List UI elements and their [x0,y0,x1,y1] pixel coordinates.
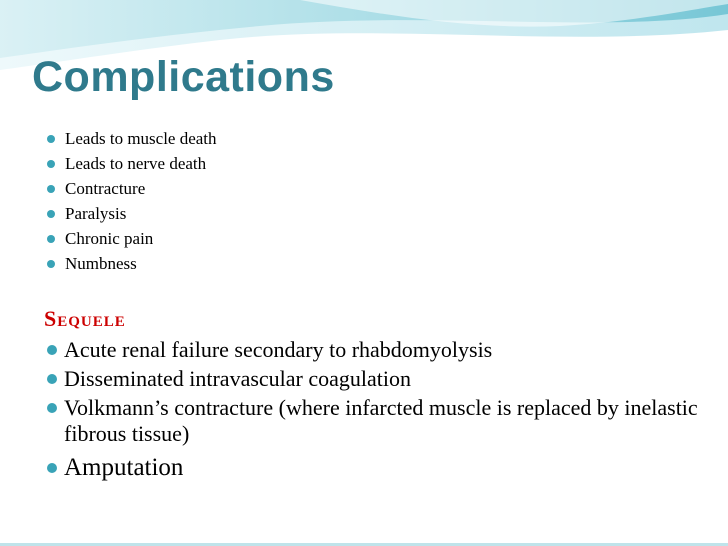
bullet-icon [47,210,55,218]
list-item: Leads to muscle death [47,126,217,151]
bullet-icon [47,235,55,243]
bullet-icon [47,185,55,193]
bullet-icon [47,374,57,384]
list-item: Disseminated intravascular coagulation [47,366,707,392]
list-item: Chronic pain [47,226,217,251]
list-item: Contracture [47,176,217,201]
list-item: Volkmann’s contracture (where infarcted muscle is replaced by inelastic fibrous tissue) [47,395,707,447]
list-item: Numbness [47,251,217,276]
bullet-icon [47,345,57,355]
list-item: Paralysis [47,201,217,226]
sequele-list [47,337,707,486]
list-item: Leads to nerve death [47,151,217,176]
bullet-icon [47,135,55,143]
complications-list [47,126,217,276]
list-item: Acute renal failure secondary to rhabdomyolysis [47,337,707,363]
bullet-icon [47,260,55,268]
bullet-icon [47,463,57,473]
slide-title: Complications [32,53,335,101]
bullet-icon [47,403,57,413]
bullet-icon [47,160,55,168]
list-item: Amputation [47,453,707,483]
sequele-heading: Sequele [44,306,126,331]
